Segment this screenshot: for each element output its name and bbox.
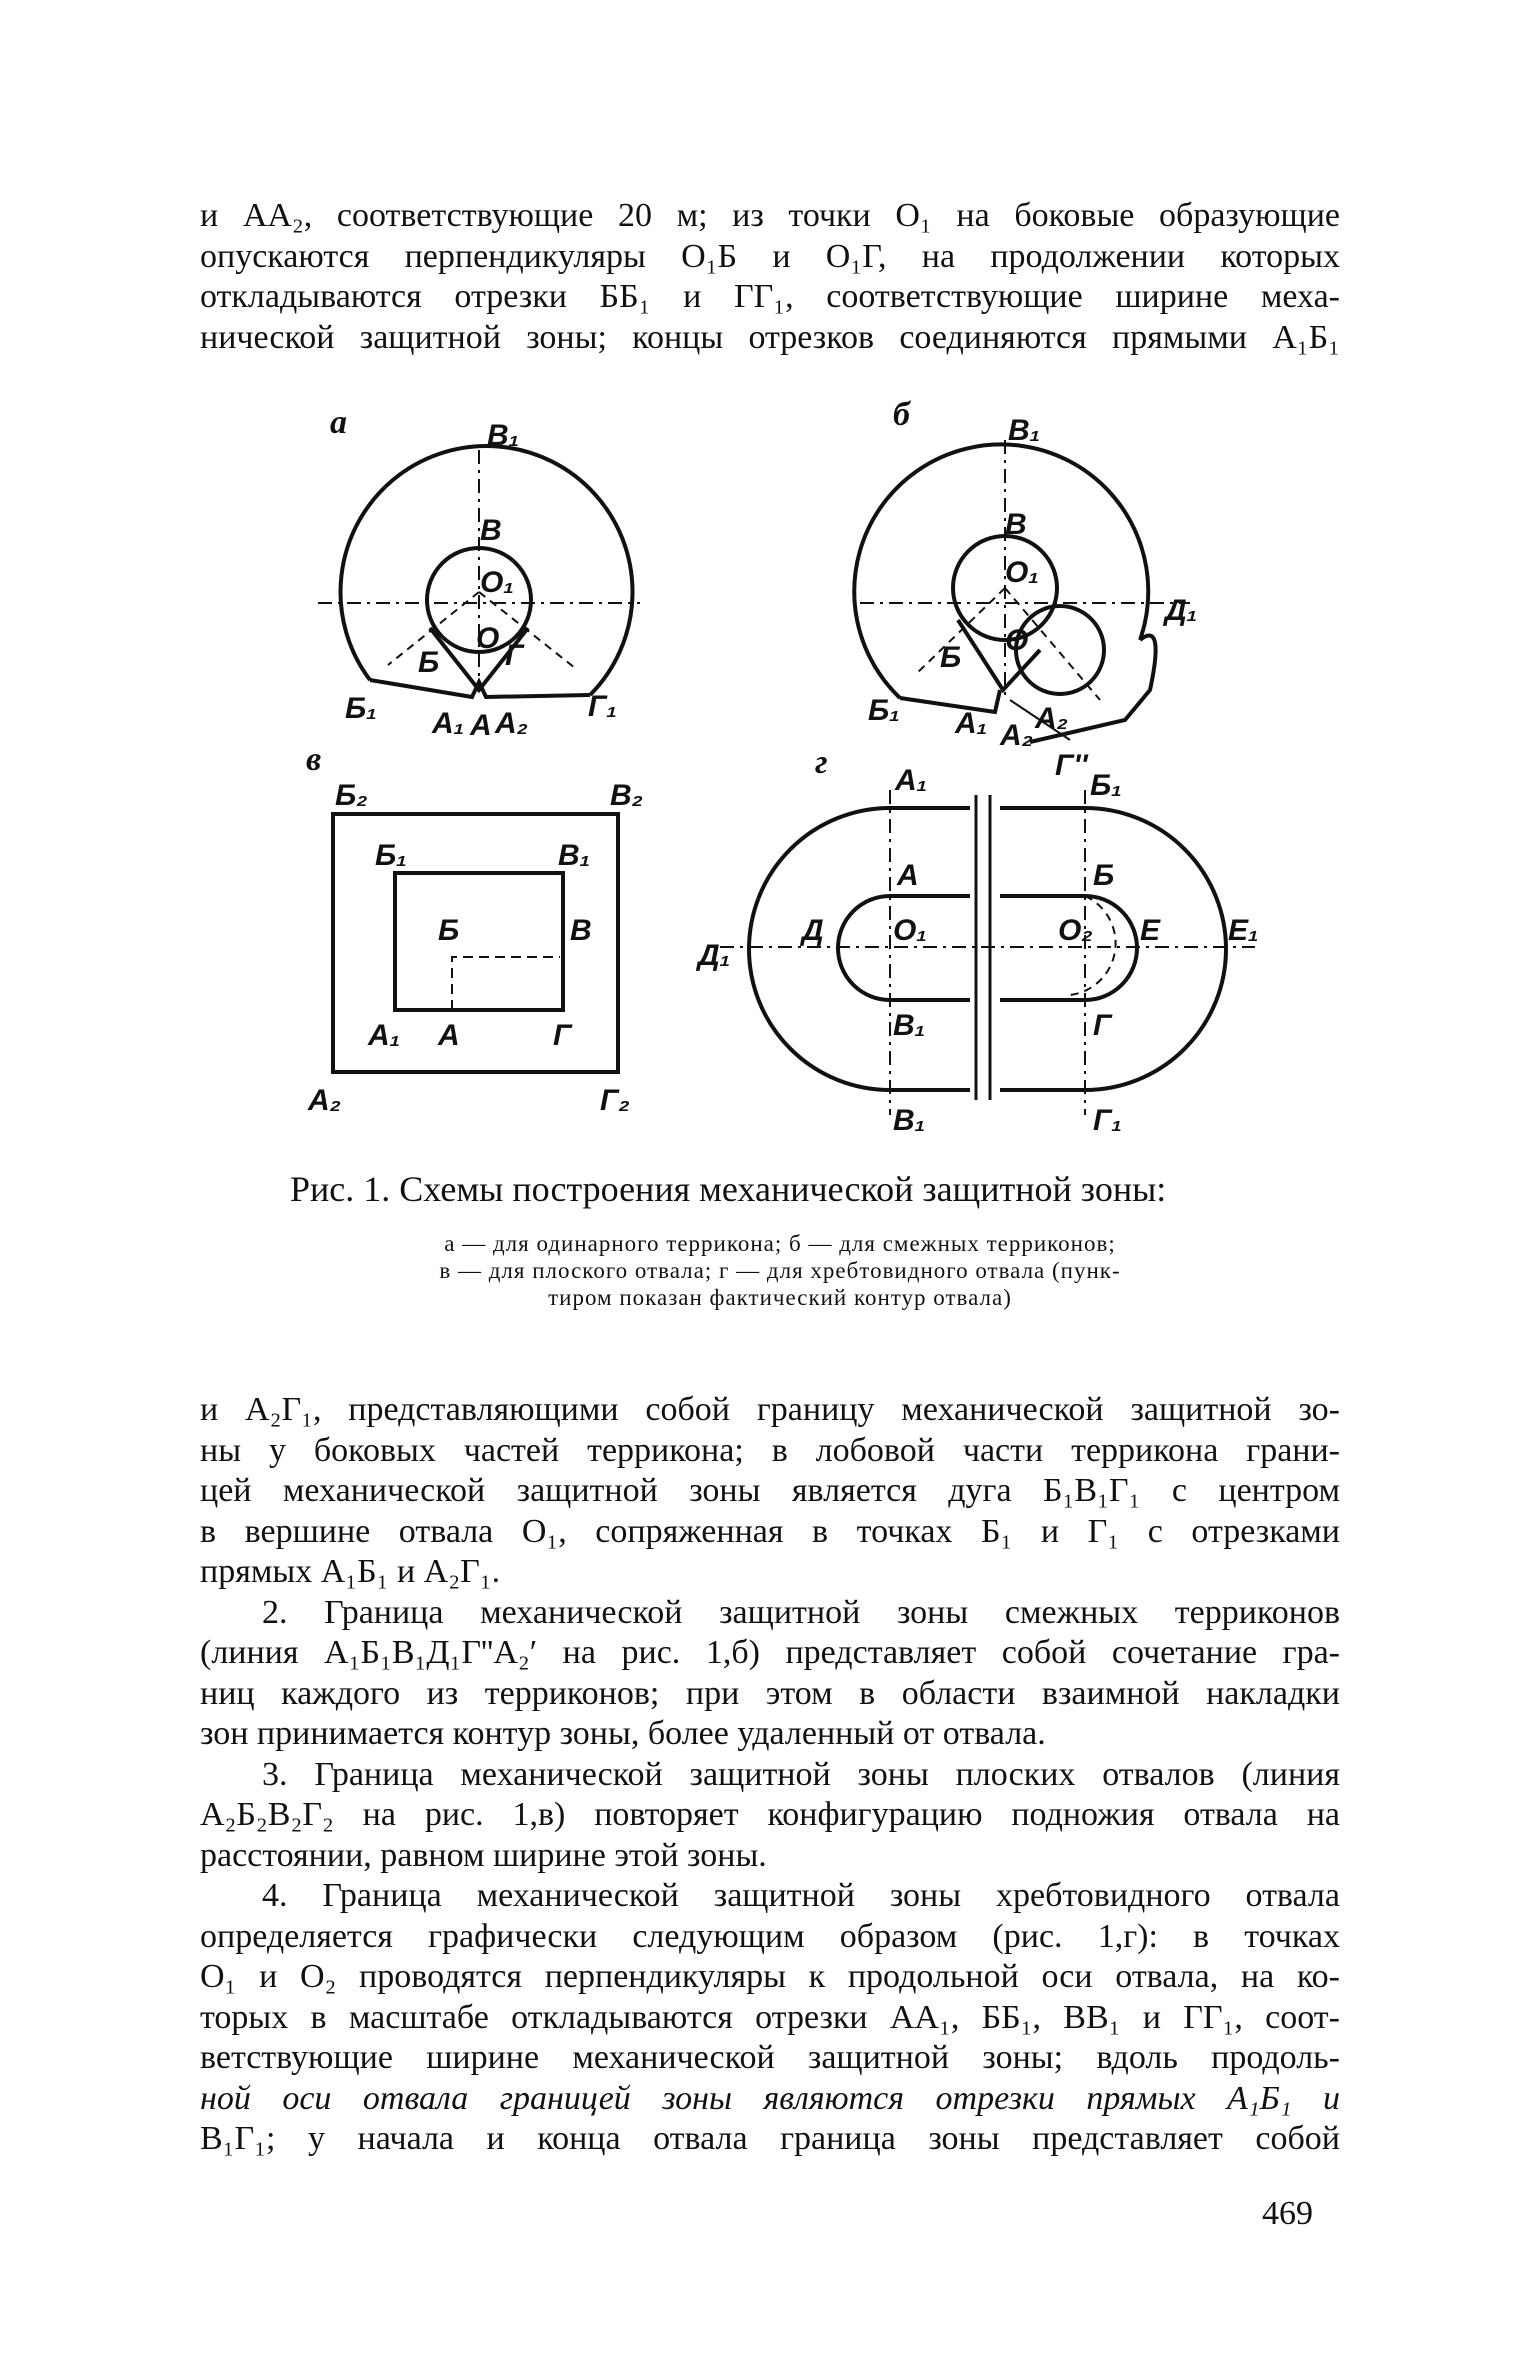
panel-tag: а: [330, 404, 347, 441]
point-label: Б: [940, 641, 962, 674]
point-label: Д: [802, 914, 824, 947]
point-label: A: [897, 859, 919, 892]
body-text: [200, 1390, 1340, 2160]
panel-tag: б: [893, 396, 910, 433]
point-label: O: [1005, 624, 1029, 657]
point-label: Г₂: [600, 1084, 630, 1117]
point-label: A₁: [895, 764, 928, 797]
point-label: E₁: [1228, 914, 1259, 947]
point-label: Б: [1093, 859, 1115, 892]
caption-legend-line: в — для плоского отвала; г — для хребтовидного отвала (пунк-: [439, 1258, 1121, 1283]
text-line: и АА₂, соответствующие 20 м; из точки O₁ на боковые образующие: [200, 197, 1340, 234]
point-label: A₂: [1000, 719, 1034, 752]
caption-legend-line: а — для одинарного террикона; б — для смежных терриконов;: [444, 1231, 1116, 1256]
point-label: В₁: [893, 1104, 926, 1137]
point-label: Б: [418, 646, 440, 679]
text-line: O₁ и O₂ проводятся перпендикуляры к продольной оси отвала, на ко-: [200, 1958, 1340, 1995]
point-label: В₂: [610, 779, 644, 812]
point-label: A₂: [1035, 702, 1069, 735]
point-label: A₂: [495, 707, 529, 740]
text-line: определяется графически следующим образом (рис. 1,г): в точках: [200, 1917, 1340, 1955]
text-line: ветствующие ширине механической защитной зоны; вдоль продоль-: [200, 2039, 1340, 2076]
point-label: O: [476, 622, 500, 655]
text-line: торых в масштабе откладываются отрезки AA₁, ББ₁, ВВ₁ и ГГ₁, соот-: [200, 1998, 1340, 2036]
point-label: Г: [505, 639, 524, 672]
text-line: расстоянии, равном ширине этой зоны.: [200, 1836, 767, 1874]
figure-caption-legend: [290, 1230, 1270, 1311]
point-label: Г: [553, 1019, 572, 1052]
point-label: O₁: [1005, 556, 1039, 589]
text-line: откладываются отрезки ББ₁ и ГГ₁, соответствующие ширине меха-: [200, 278, 1340, 315]
text-line: ниц каждого из терриконов; при этом в области взаимной накладки: [200, 1674, 1340, 1712]
point-label: В₁: [487, 419, 520, 452]
point-label: Б₁: [375, 839, 407, 872]
text-line: 3. Граница механической защитной зоны плоских отвалов (линия: [262, 1755, 1340, 1793]
point-label: Г: [1093, 1009, 1112, 1042]
point-label: O₁: [480, 566, 514, 599]
page-number: 469: [1262, 2195, 1313, 2232]
panel-a-drawing: [318, 446, 640, 697]
point-label: Д₁: [1165, 594, 1198, 627]
point-label: A₁: [432, 707, 465, 740]
point-label: В: [1005, 508, 1027, 541]
text-line: нической защитной зоны; концы отрезков соединяются прямыми A₁Б₁: [200, 318, 1340, 356]
point-label: Г₁: [588, 690, 617, 723]
point-label: O₁: [893, 914, 927, 947]
point-label: A: [438, 1019, 460, 1052]
text-line: (линия A₁Б₁В₁Д₁Г''A₂′ на рис. 1,б) представляет собой сочетание гра-: [200, 1634, 1340, 1671]
point-label: Б₁: [1090, 769, 1122, 802]
point-label: Б₁: [868, 694, 900, 727]
point-label: Г'': [1055, 749, 1088, 782]
text-line: и А₂Г₁, представляющими собой границу механической защитной зо-: [200, 1391, 1340, 1428]
text-line: прямых A₁Б₁ и A₂Г₁.: [200, 1553, 501, 1590]
text-line: 2. Граница механической защитной зоны смежных терриконов: [262, 1593, 1340, 1631]
point-label: Д₁: [698, 939, 731, 972]
point-label: A₂: [308, 1084, 342, 1117]
point-label: A₁: [955, 707, 988, 740]
point-label: Б: [438, 914, 460, 947]
panel-b-drawing: [854, 440, 1190, 742]
text-line: опускаются перпендикуляры O₁Б и O₁Г, на продолжении которых: [200, 237, 1340, 275]
text-line: ны у боковых частей террикона; в лобовой части террикона грани-: [200, 1431, 1340, 1469]
text-line: ной оси отвала границей зоны являются отрезки прямых A₁Б₁ и: [200, 2079, 1340, 2117]
point-label: Г₁: [1093, 1104, 1122, 1137]
point-label: Б₁: [345, 692, 377, 725]
text-line: 4. Граница механической защитной зоны хребтовидного отвала: [262, 1877, 1340, 1914]
text-line: В₁Г₁; у начала и конца отвала граница зоны представляет собой: [200, 2120, 1340, 2157]
point-label: E: [1140, 914, 1161, 947]
text-line: в вершине отвала O₁, сопряженная в точках Б₁ и Г₁ с отрезками: [200, 1512, 1340, 1550]
text-line: зон принимается контур зоны, более удаленный от отвала.: [200, 1715, 1046, 1752]
panel-tag: г: [815, 744, 828, 781]
point-label: В₁: [1008, 414, 1041, 447]
panel-g-drawing: [720, 790, 1255, 1115]
point-label: O₂: [1058, 914, 1093, 947]
panel-tag: в: [306, 741, 322, 778]
point-label: В: [480, 514, 502, 547]
text-line: A₂Б₂В₂Г₂ на рис. 1,в) повторяет конфигурацию подножия отвала на: [200, 1796, 1340, 1833]
point-label: В₁: [558, 839, 591, 872]
point-label: В₁: [893, 1009, 926, 1042]
point-label: Б₂: [335, 779, 368, 812]
figure-caption-title: Рис. 1. Схемы построения механической защитной зоны:: [290, 1169, 1167, 1209]
point-label: A₁: [368, 1019, 401, 1052]
point-label: В: [570, 914, 592, 947]
caption-legend-line: тиром показан фактический контур отвала): [548, 1285, 1012, 1310]
text-line: цей механической защитной зоны является дуга Б₁В₁Г₁ с центром: [200, 1472, 1340, 1509]
point-label: A: [470, 709, 492, 742]
